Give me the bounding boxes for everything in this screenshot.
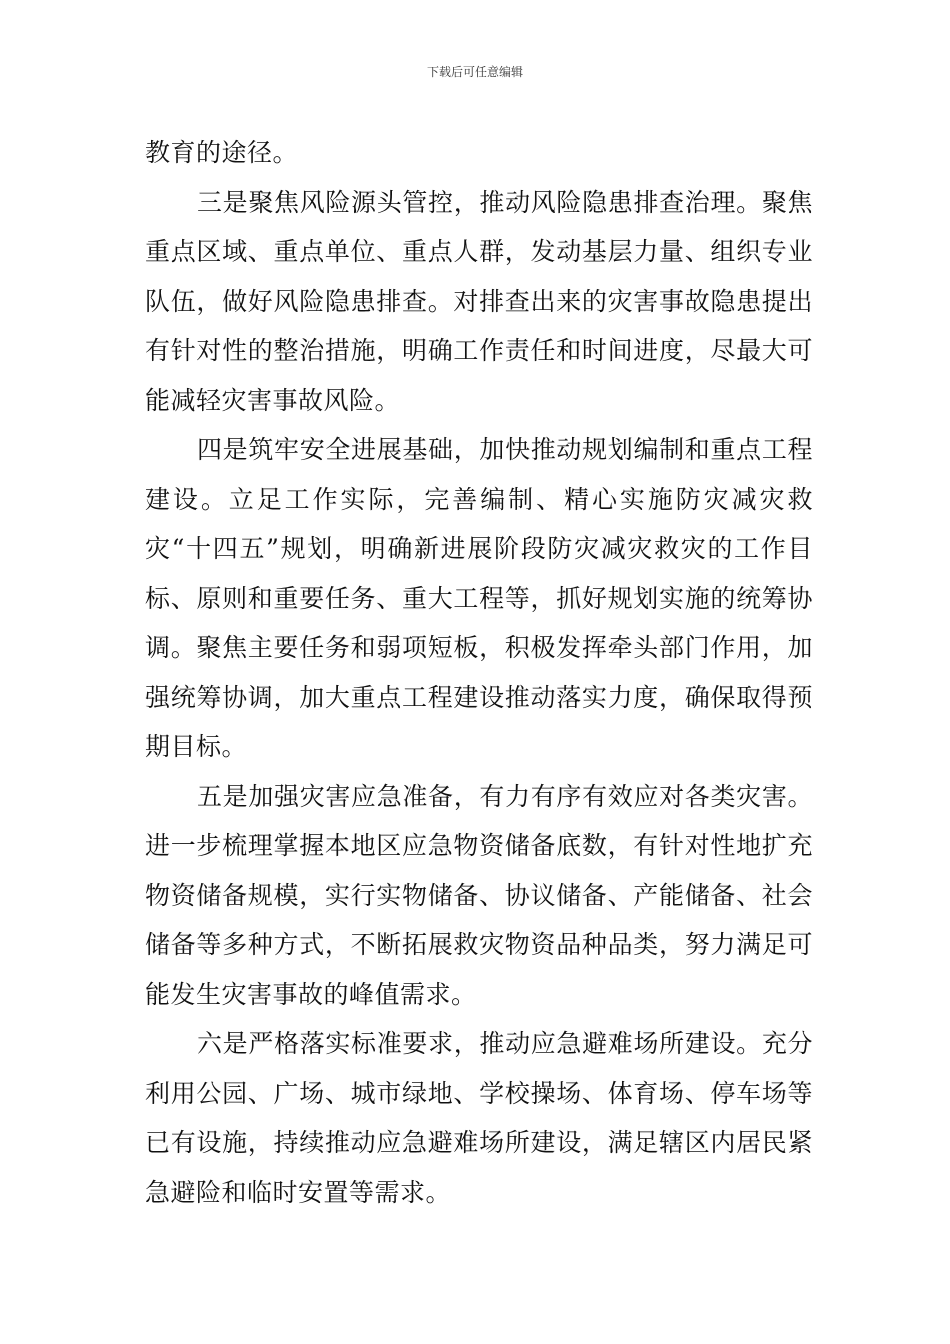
paragraph-shelter-construction: 六是严格落实标准要求，推动应急避难场所建设。充分利用公园、广场、城市绿地、学校操场、体育场、停车场等已有设施，持续推动应急避难场所建设，满足辖区内居民紧急避险和临时安置等需求。 <box>145 1029 813 1207</box>
paragraph-risk-control: 三是聚焦风险源头管控，推动风险隐患排查治理。聚焦重点区域、重点单位、重点人群，发动基层力量、组织专业队伍，做好风险隐患排查。对排查出来的灾害事故隐患提出有针对性的整治措施，明确工作责任和时间进度，尽最大可能减轻灾害事故风险。 <box>145 187 813 415</box>
page-header: 下载后可任意编辑 <box>426 65 523 79</box>
document-body <box>145 128 813 1217</box>
paragraph-planning: 四是筑牢安全进展基础，加快推动规划编制和重点工程建设。立足工作实际，完善编制、精心实施防灾减灾救灾“十四五”规划，明确新进展阶段防灾减灾救灾的工作目标、原则和重要任务、重大工程等，抓好规划实施的统筹协调。聚焦主要任务和弱项短板，积极发挥牵头部门作用，加强统筹协调，加大重点工程建设推动落实力度，确保取得预期目标。 <box>145 435 813 761</box>
paragraph-emergency-preparation: 五是加强灾害应急准备，有力有序有效应对各类灾害。进一步梳理掌握本地区应急物资储备底数，有针对性地扩充物资储备规模，实行实物储备、协议储备、产能储备、社会储备等多种方式，不断拓展救灾物资品种品类，努力满足可能发生灾害事故的峰值需求。 <box>145 781 813 1009</box>
paragraph-continuation: 教育的途径。 <box>145 138 299 167</box>
